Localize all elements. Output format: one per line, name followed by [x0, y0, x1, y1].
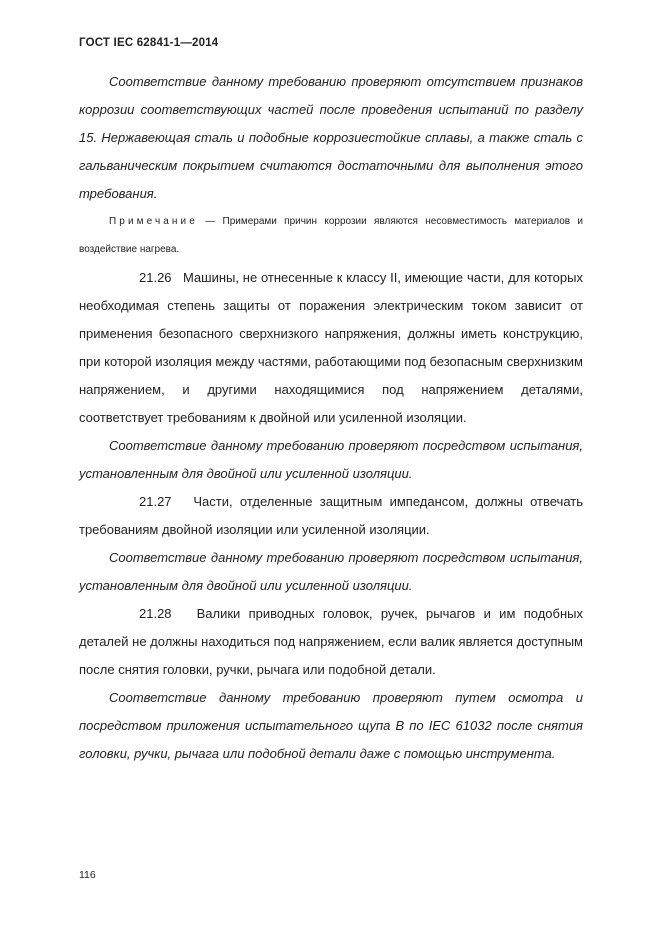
paragraph-corrosion-check: Соответствие данному требованию проверяют отсутствием признаков коррозии соответствующих частей после проведения испытаний по разделу 15. Нержавеющая сталь и подобные коррозиестойкие сплавы, а также сталь с гальваническим покрытием считаются достаточными для выполнения этого требования.	[79, 74, 583, 201]
clause-21-27-check: Соответствие данному требованию проверяют посредством испытания, установленным для двойной или усиленной изоляции.	[79, 550, 583, 593]
clause-21-26-check: Соответствие данному требованию проверяют посредством испытания, установленным для двойной или усиленной изоляции.	[79, 438, 583, 481]
note-text: Примерами причин коррозии являются несовместимость материалов и воздействие нагрева.	[79, 216, 583, 255]
clause-number: 21.28	[139, 606, 172, 621]
clause-21-26	[79, 264, 583, 432]
page-body	[79, 68, 583, 768]
note-label: Примечание	[109, 216, 198, 227]
note-paragraph	[79, 208, 583, 264]
clause-number: 21.26	[139, 270, 172, 285]
clause-21-28-check: Соответствие данному требованию проверяют путем осмотра и посредством приложения испытательного щупа B по IEC 61032 после снятия головки, ручки, рычага или подобной детали даже с помощью инструмента.	[79, 690, 583, 761]
page-number: 116	[79, 869, 96, 881]
clause-text: Валики приводных головок, ручек, рычагов и им подобных деталей не должны находиться под напряжением, если валик является доступным после снятия головки, ручки, рычага или подобной детали.	[79, 606, 583, 677]
document-header: ГОСТ IEC 62841-1—2014	[79, 37, 219, 49]
clause-text: Машины, не отнесенные к классу II, имеющие части, для которых необходимая степень защиты от поражения электрическим током зависит от применения безопасного сверхнизкого напряжения, должны иметь конструкцию, при которой изоляция между частями, работающими под безопасным сверхнизким напряжением, и другими находящимися под напряжением деталями, соответствует требованиям к двойной или усиленной изоляции.	[79, 270, 583, 425]
clause-21-27	[79, 488, 583, 544]
clause-text: Части, отделенные защитным импедансом, должны отвечать требованиям двойной изоляции или усиленной изоляции.	[79, 494, 584, 537]
clause-21-28	[79, 600, 583, 684]
clause-number: 21.27	[139, 494, 172, 509]
note-dash: —	[197, 216, 223, 227]
